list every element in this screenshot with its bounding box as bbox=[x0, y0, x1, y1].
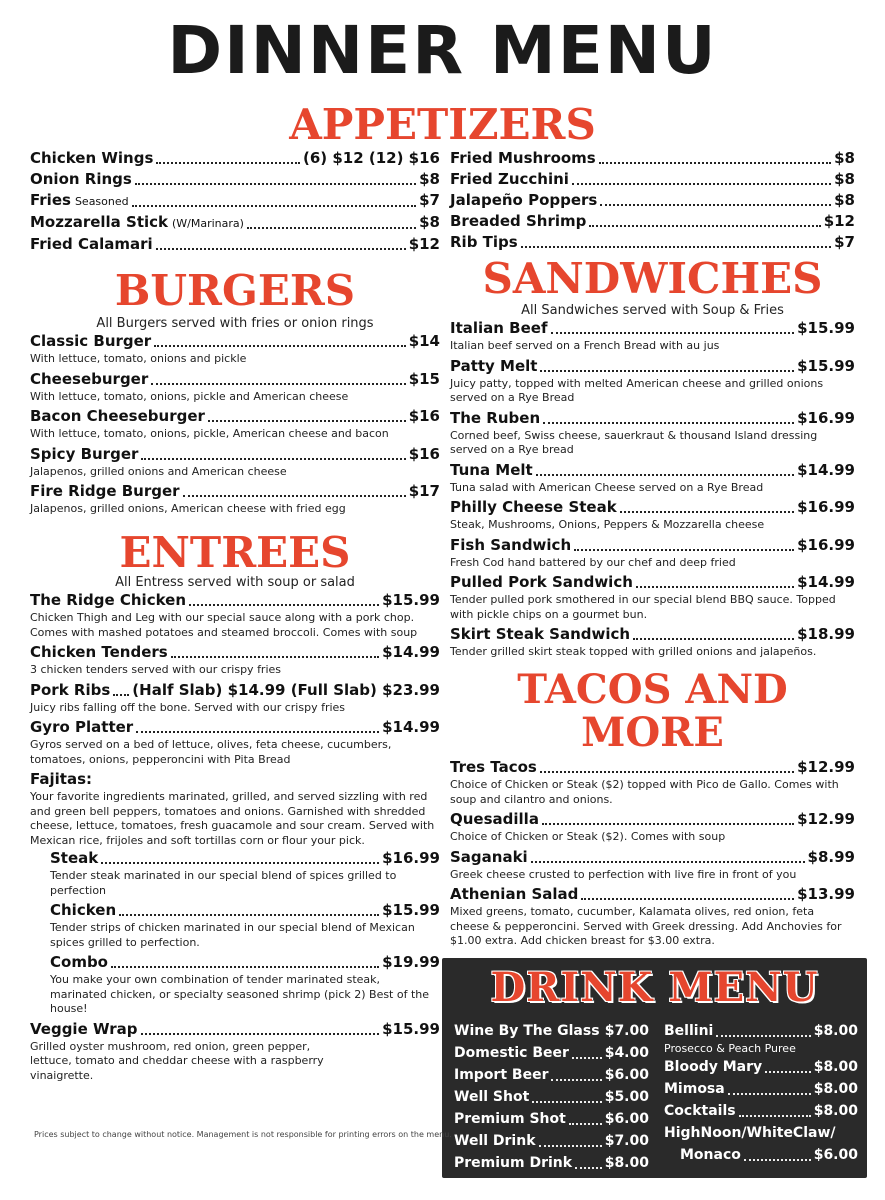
menu-item: Chicken Tenders $14.99 3 chicken tenders served with our crispy fries bbox=[30, 643, 440, 676]
drinks-right-column bbox=[664, 1020, 858, 1166]
fajitas-group: Fajitas: Your favorite ingredients marinated, grilled, and served sizzling with red and green bell peppers, tomatoes and onions. Garnished with shredded cheese, lettuce, tomatoes, fresh guacamole and sour cream. Served with Mexican rice, frijoles and soft tortillas corn or flour your pick. Steak $16.99 Tender steak marinated in our special blend of spices grilled to perfection Chicken $15.99 Tender strips of chicken marinated in our special blend of Mexican spices grilled to perfection. Combo $19.99 You make your own combination of tender marinated steak, marinated chicken, or specialty seasoned shrimp (pick 2) Best of the house! bbox=[30, 770, 440, 1015]
drink-menu-heading: DRINK MENU bbox=[490, 964, 819, 1011]
menu-item: Mozzarella Stick (W/Marinara) $8 bbox=[30, 213, 440, 231]
menu-item: Fried Mushrooms $8 bbox=[450, 149, 855, 167]
drink-item: Cocktails $8.00 bbox=[664, 1103, 858, 1119]
menu-item: Onion Rings $8 bbox=[30, 170, 440, 188]
menu-item: Chicken $15.99 Tender strips of chicken marinated in our special blend of Mexican spices grilled to perfection. bbox=[50, 901, 440, 949]
menu-item: Cheeseburger $15 With lettuce, tomato, onions, pickle and American cheese bbox=[30, 369, 440, 403]
drink-item: Monaco $6.00 bbox=[680, 1147, 858, 1163]
drinks-left-column bbox=[454, 1020, 649, 1174]
menu-item: Rib Tips $7 bbox=[450, 233, 855, 251]
drink-menu-panel bbox=[442, 958, 867, 1178]
menu-item: Patty Melt $15.99 Juicy patty, topped with melted American cheese and grilled onions served on a Rye Bread bbox=[450, 356, 855, 404]
menu-item: Veggie Wrap $15.99 Grilled oyster mushroom, red onion, green pepper, lettuce, tomato and cheddar cheese with a raspberry vinaigrette. bbox=[30, 1019, 440, 1082]
drink-item-note: Prosecco & Peach Puree bbox=[664, 1042, 796, 1055]
burgers-note: All Burgers served with fries or onion rings bbox=[96, 316, 374, 331]
entrees-heading: ENTREES bbox=[119, 528, 351, 577]
sandwiches-section bbox=[450, 303, 855, 662]
menu-item: Tres Tacos $12.99 Choice of Chicken or Steak ($2) topped with Pico de Gallo. Comes with soup and cilantro and onions. bbox=[450, 758, 855, 806]
drink-item: Domestic Beer $4.00 bbox=[454, 1045, 649, 1061]
appetizers-left-column bbox=[30, 148, 440, 255]
drink-item: Bloody Mary $8.00 bbox=[664, 1059, 858, 1075]
sandwiches-note: All Sandwiches served with Soup & Fries bbox=[521, 303, 784, 318]
menu-item: The Ridge Chicken $15.99 Chicken Thigh and Leg with our special sauce along with a pork chop. Comes with mashed potatoes and steamed broccoli. Comes with soup bbox=[30, 591, 440, 639]
drink-item: HighNoon/WhiteClaw/ bbox=[664, 1125, 836, 1141]
menu-item: Quesadilla $12.99 Choice of Chicken or Steak ($2). Comes with soup bbox=[450, 810, 855, 843]
drink-item: Well Drink $7.00 bbox=[454, 1133, 649, 1149]
menu-item: Pork Ribs (Half Slab) $14.99 (Full Slab) $23.99 Juicy ribs falling off the bone. Served with our crispy fries bbox=[30, 680, 440, 714]
drink-item: Mimosa $8.00 bbox=[664, 1081, 858, 1097]
menu-item: Fish Sandwich $16.99 Fresh Cod hand battered by our chef and deep fried bbox=[450, 535, 855, 569]
menu-item: Italian Beef $15.99 Italian beef served on a French Bread with au jus bbox=[450, 319, 855, 352]
drink-item: Bellini $8.00 bbox=[664, 1023, 858, 1039]
drink-item: Well Shot $5.00 bbox=[454, 1089, 649, 1105]
menu-item: The Ruben $16.99 Corned beef, Swiss cheese, sauerkraut & thousand Island dressing served on a Rye bread bbox=[450, 408, 855, 456]
menu-item: Saganaki $8.99 Greek cheese crusted to perfection with live fire in front of you bbox=[450, 847, 855, 881]
drink-item: Wine By The Glass $7.00 bbox=[454, 1023, 649, 1039]
menu-item: Combo $19.99 You make your own combination of tender marinated steak, marinated chicken, or specialty seasoned shrimp (pick 2) Best of the house! bbox=[50, 953, 440, 1015]
menu-item: Bacon Cheeseburger $16 With lettuce, tomato, onions, pickle, American cheese and bacon bbox=[30, 407, 440, 440]
appetizers-right-column bbox=[450, 148, 855, 253]
menu-item: Philly Cheese Steak $16.99 Steak, Mushrooms, Onions, Peppers & Mozzarella cheese bbox=[450, 498, 855, 531]
appetizers-heading: APPETIZERS bbox=[289, 100, 596, 149]
drink-item: Import Beer $6.00 bbox=[454, 1067, 649, 1083]
menu-item: Gyro Platter $14.99 Gyros served on a bed of lettuce, olives, feta cheese, cucumbers, tomatoes, onions, pepperoncini with Pita Bread bbox=[30, 718, 440, 766]
tacos-section bbox=[450, 757, 855, 951]
menu-item: Tuna Melt $14.99 Tuna salad with American Cheese served on a Rye Bread bbox=[450, 460, 855, 494]
drink-item: Premium Drink $8.00 bbox=[454, 1155, 649, 1171]
menu-item: Classic Burger $14 With lettuce, tomato, onions and pickle bbox=[30, 332, 440, 365]
burgers-section bbox=[30, 316, 440, 519]
menu-item: Pulled Pork Sandwich $14.99 Tender pulled pork smothered in our special blend BBQ sauce. Topped with pickle chips on a gourmet bun. bbox=[450, 573, 855, 621]
drink-item: Premium Shot $6.00 bbox=[454, 1111, 649, 1127]
page-title: DINNER MENU bbox=[167, 12, 718, 89]
menu-item: Fried Zucchini $8 bbox=[450, 170, 855, 188]
fine-print: Prices subject to change without notice. Management is not responsible for printing errors on the menu. bbox=[34, 1130, 452, 1139]
menu-item: Breaded Shrimp $12 bbox=[450, 212, 855, 230]
menu-item: Steak $16.99 Tender steak marinated in our special blend of spices grilled to perfection bbox=[50, 849, 440, 897]
tacos-heading-line1: TACOS AND bbox=[517, 666, 788, 713]
menu-item: Athenian Salad $13.99 Mixed greens, tomato, cucumber, Kalamata olives, red onion, feta cheese & pepperoncini. Served with Greek dressing. Add Anchovies for $1.00 extra. Add chicken breast for $3.00 extra. bbox=[450, 885, 855, 947]
menu-item: Chicken Wings (6) $12 (12) $16 bbox=[30, 149, 440, 167]
tacos-heading-line2: MORE bbox=[581, 709, 724, 756]
menu-item: Fire Ridge Burger $17 Jalapenos, grilled onions, American cheese with fried egg bbox=[30, 482, 440, 515]
menu-item: Fries Seasoned $7 bbox=[30, 191, 440, 209]
menu-item: Fried Calamari $12 bbox=[30, 235, 440, 253]
menu-item: Jalapeño Poppers $8 bbox=[450, 191, 855, 209]
menu-item: Skirt Steak Sandwich $18.99 Tender grilled skirt steak topped with grilled onions and jalapeños. bbox=[450, 625, 855, 658]
sandwiches-heading: SANDWICHES bbox=[482, 254, 823, 303]
menu-item: Spicy Burger $16 Jalapenos, grilled onions and American cheese bbox=[30, 444, 440, 478]
entrees-section bbox=[30, 575, 440, 1085]
entrees-note: All Entress served with soup or salad bbox=[115, 575, 355, 590]
burgers-heading: BURGERS bbox=[114, 266, 356, 315]
